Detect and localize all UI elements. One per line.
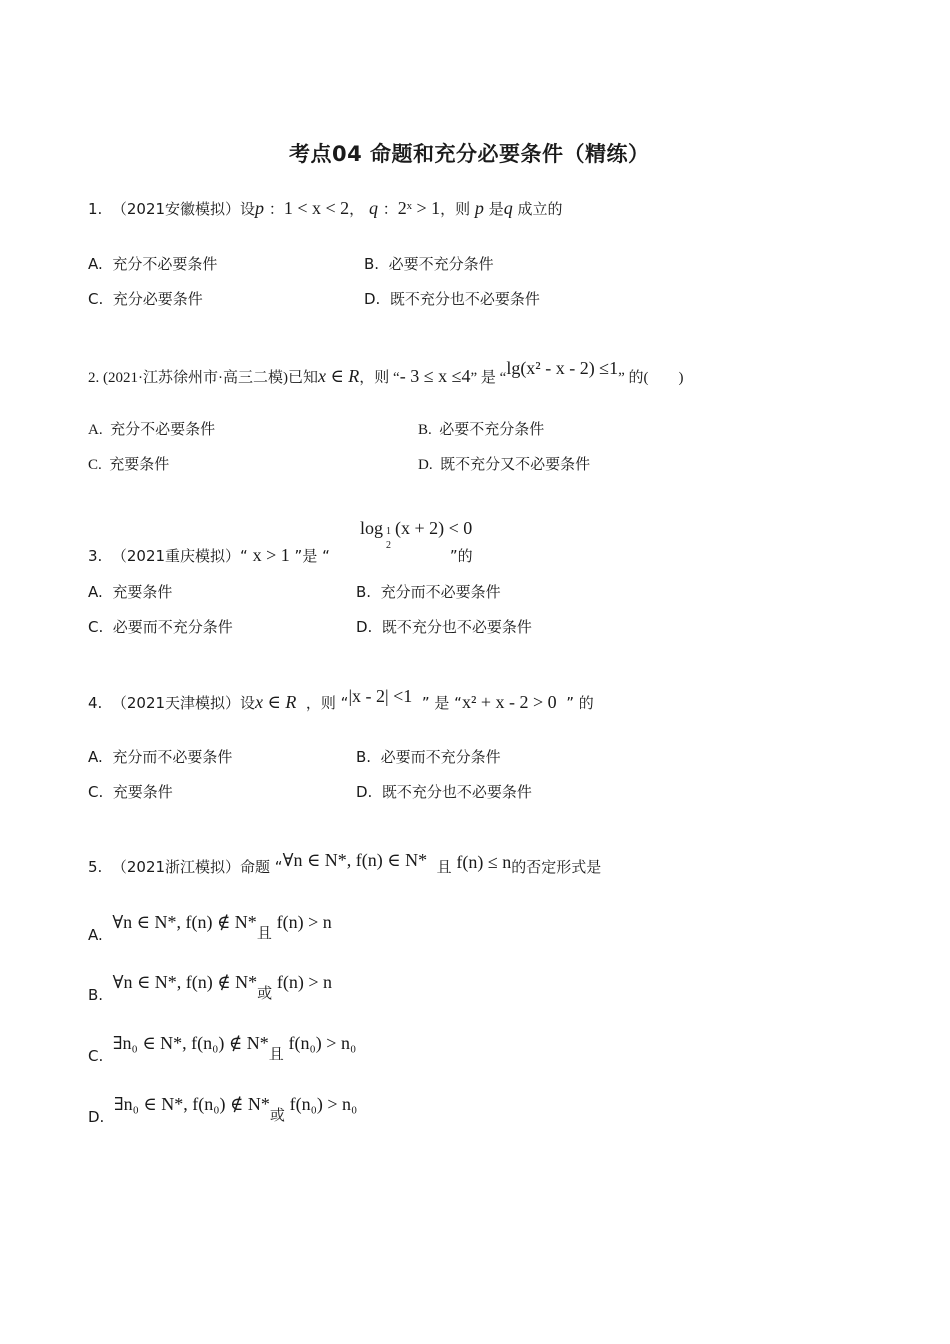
option-b[interactable] [418, 418, 544, 439]
option-text: 充要条件 [112, 783, 173, 801]
question-number: 4. [88, 694, 103, 712]
option-d[interactable] [418, 453, 590, 474]
option-c[interactable] [88, 288, 203, 309]
math-var: p [474, 198, 484, 218]
option-label: A. [88, 583, 103, 601]
text: ，则 [440, 200, 471, 218]
math-expr: lg(x² - x - 2) ≤1 [506, 358, 619, 378]
option-b[interactable] [356, 746, 501, 767]
option-a[interactable] [88, 912, 332, 944]
math-expr: x > 1 [252, 545, 290, 565]
option-label: A. [88, 422, 103, 438]
option-text: 必要不充分条件 [439, 422, 545, 438]
punct: ： [268, 200, 284, 218]
option-label: C. [88, 1047, 104, 1065]
option-c[interactable] [88, 616, 233, 637]
math-var: q [503, 198, 513, 218]
math-var: q [368, 198, 378, 218]
question-source: （2021安徽模拟）设 [111, 200, 256, 218]
math-expr: |x - 2| <1 [348, 686, 413, 706]
log-arg: (x + 2) < 0 [395, 518, 473, 538]
text: 是 [488, 200, 504, 218]
log-base-top: 1 [386, 526, 392, 537]
option-label: C. [88, 290, 104, 308]
option-label: B. [418, 422, 432, 438]
option-c[interactable] [88, 453, 169, 474]
option-b[interactable] [356, 581, 501, 602]
question-number: 3. [88, 547, 103, 565]
text: ” 是 “ [421, 694, 462, 712]
option-label: D. [356, 618, 373, 636]
option-text: 充分而不必要条件 [380, 583, 501, 601]
question-3 [88, 545, 473, 566]
math-expr: f(n) > n [276, 972, 333, 992]
option-c[interactable] [88, 1033, 357, 1065]
option-text: 充分不必要条件 [110, 422, 216, 438]
text: “ [240, 547, 248, 565]
option-label: A. [88, 255, 103, 273]
log-base-bottom: 2 [386, 540, 392, 551]
option-text: 必要不充分条件 [388, 255, 494, 273]
option-label: A. [88, 926, 103, 944]
question-source: （2021重庆模拟） [111, 547, 241, 565]
option-label: C. [88, 457, 102, 473]
text: 的否定形式是 [511, 858, 602, 876]
conj: 或 [257, 984, 273, 1002]
option-text: 必要而不充分条件 [112, 618, 233, 636]
math-expr: ∃n₀ ∈ N*, f(n₀) ∉ N* [112, 1033, 269, 1053]
text: ”的 [449, 547, 473, 565]
option-label: B. [88, 986, 104, 1004]
log-text: log [360, 518, 384, 538]
option-text: 充分不必要条件 [112, 255, 218, 273]
question-source: （2021天津模拟）设 [111, 694, 256, 712]
text: 成立的 [517, 200, 563, 218]
question-number: 5. [88, 858, 103, 876]
math-expr: ∀n ∈ N*, f(n) ∉ N* [112, 912, 257, 932]
option-label: C. [88, 783, 104, 801]
option-label: D. [356, 783, 373, 801]
text: ，则 “ [359, 370, 400, 386]
question-source: （2021浙江模拟）命题 “ [111, 858, 283, 876]
math-expr: ∃n₀ ∈ N*, f(n₀) ∉ N* [113, 1094, 270, 1114]
question-source: (2021·江苏徐州市·高三二模)已知 [103, 370, 318, 386]
option-text: 充分必要条件 [112, 290, 203, 308]
math-expr: f(n) ≤ n [456, 852, 512, 872]
option-d[interactable] [88, 1094, 358, 1126]
question-2 [88, 358, 684, 387]
option-d[interactable] [356, 616, 532, 637]
option-c[interactable] [88, 781, 173, 802]
option-label: D. [418, 457, 433, 473]
option-a[interactable] [88, 581, 172, 602]
math-expr: x ∈ R [255, 692, 297, 712]
option-text: 充分而不必要条件 [112, 748, 233, 766]
option-a[interactable] [88, 418, 215, 439]
option-text: 必要而不充分条件 [380, 748, 501, 766]
option-a[interactable] [88, 253, 217, 274]
page-title: 考点04 命题和充分必要条件（精练） [289, 142, 650, 166]
option-b[interactable] [88, 972, 333, 1004]
text: ，则 “ [305, 694, 349, 712]
option-label: B. [356, 583, 372, 601]
math-expr: ∀n ∈ N*, f(n) ∈ N* [282, 850, 428, 870]
option-label: D. [88, 1108, 105, 1126]
math-expr: 1 < x < 2 [283, 198, 350, 218]
conj: 且 [268, 1045, 284, 1063]
question-number: 1. [88, 200, 103, 218]
question-4 [88, 686, 594, 713]
option-label: B. [364, 255, 380, 273]
text: ” 的( ) [618, 370, 684, 386]
question-number: 2. [88, 370, 100, 386]
option-label: D. [364, 290, 381, 308]
punct: ： [382, 200, 398, 218]
conj: 且 [256, 924, 272, 942]
option-text: 充要条件 [109, 457, 170, 473]
option-label: B. [356, 748, 372, 766]
math-var: p [255, 198, 265, 218]
text: ”是 “ [294, 547, 330, 565]
math-expr: x² + x - 2 > 0 [461, 692, 557, 712]
text: ” 是 “ [470, 370, 507, 386]
option-text: 既不充分也不必要条件 [389, 290, 540, 308]
conj: 或 [269, 1106, 285, 1124]
option-text: 既不充分又不必要条件 [440, 457, 591, 473]
math-expr: ∀n ∈ N*, f(n) ∉ N* [112, 972, 258, 992]
math-expr: f(n) > n [276, 912, 332, 932]
log-base [383, 522, 395, 551]
option-text: 既不充分也不必要条件 [381, 783, 532, 801]
math-expr: 2ˣ > 1 [397, 198, 441, 218]
math-expr: f(n₀) > n₀ [288, 1033, 357, 1053]
option-label: A. [88, 748, 103, 766]
option-a[interactable] [88, 746, 232, 767]
math-expr: x ∈ R [317, 366, 360, 386]
math-expr: - 3 ≤ x ≤4 [399, 366, 471, 386]
text: ” 的 [566, 694, 594, 712]
question-5 [88, 850, 602, 877]
option-d[interactable] [356, 781, 532, 802]
option-b[interactable] [364, 253, 494, 274]
question-1 [88, 198, 563, 219]
option-text: 充要条件 [112, 583, 173, 601]
option-text: 既不充分也不必要条件 [381, 618, 532, 636]
punct: ， [349, 200, 365, 218]
option-d[interactable] [364, 288, 540, 309]
text: 且 [436, 858, 452, 876]
log-expression [360, 518, 473, 551]
option-label: C. [88, 618, 104, 636]
math-expr: f(n₀) > n₀ [289, 1094, 358, 1114]
